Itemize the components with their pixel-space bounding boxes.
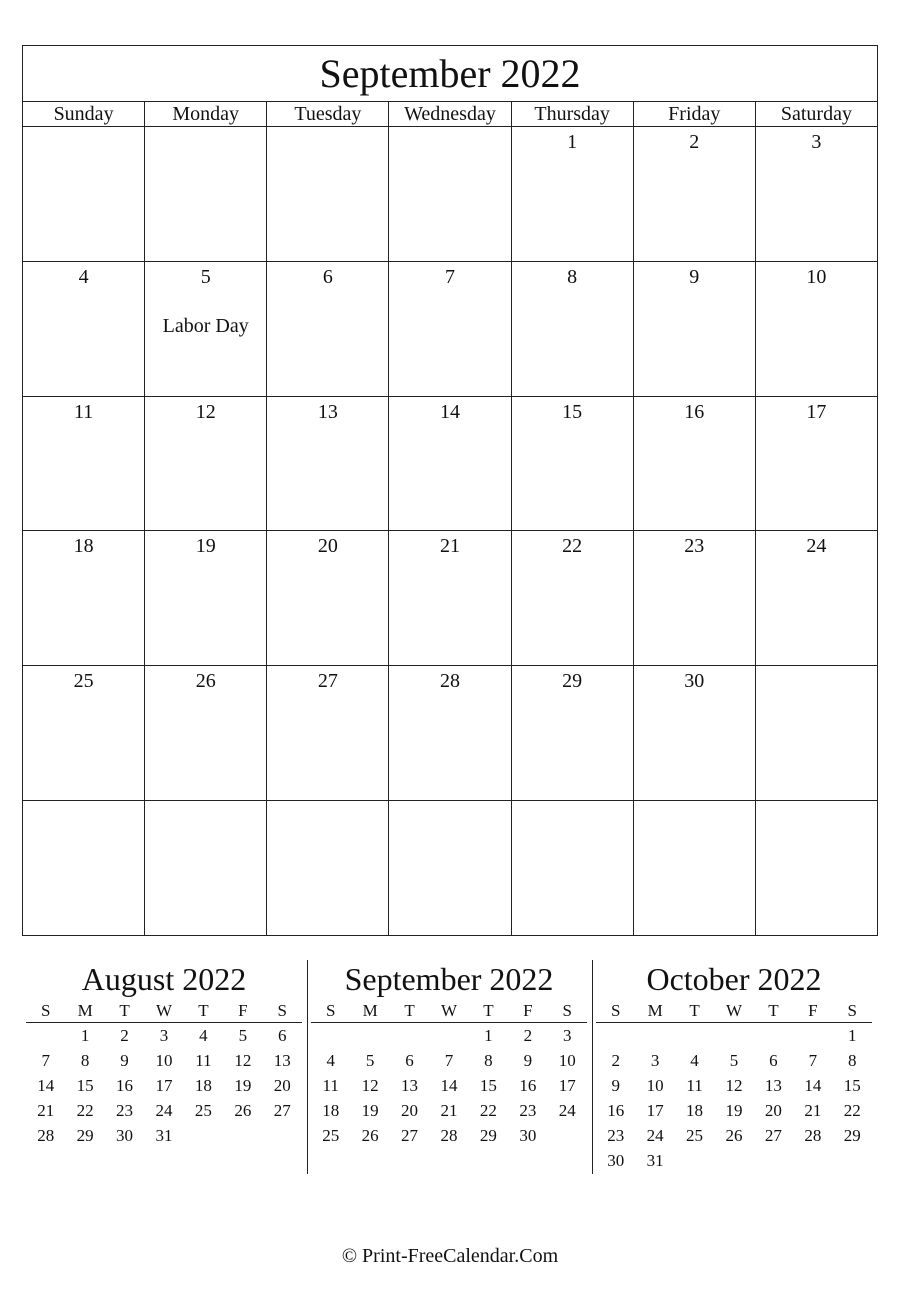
mini-day: 12 <box>234 1051 252 1070</box>
mini-day: 24 <box>646 1126 664 1145</box>
day-cell <box>756 262 877 396</box>
day-cell <box>756 531 877 665</box>
mini-day: 19 <box>725 1101 743 1120</box>
mini-week-row <box>311 1123 587 1148</box>
day-cell <box>389 666 511 800</box>
mini-day <box>548 1123 587 1148</box>
mini-weekday: T <box>768 1001 779 1020</box>
mini-week-row <box>311 1098 587 1123</box>
calendar-grid <box>23 127 877 935</box>
weekday-tuesday: Tuesday <box>267 102 389 126</box>
mini-day: 29 <box>76 1126 94 1145</box>
mini-weekday: T <box>483 1001 494 1020</box>
mini-day: 29 <box>479 1126 497 1145</box>
day-number: 25 <box>73 670 94 693</box>
week-row <box>23 531 877 666</box>
mini-day: 6 <box>769 1051 778 1070</box>
mini-weekday: F <box>238 1001 248 1020</box>
weekday-header <box>23 102 877 127</box>
day-cell <box>512 262 634 396</box>
day-cell <box>512 531 634 665</box>
mini-day: 21 <box>37 1101 55 1120</box>
mini-day: 15 <box>479 1076 497 1095</box>
day-number: 4 <box>78 265 89 288</box>
day-cell <box>756 666 877 800</box>
day-cell <box>389 531 511 665</box>
mini-day <box>429 1023 468 1048</box>
mini-calendar-october <box>596 958 872 1173</box>
weekday-saturday: Saturday <box>780 103 852 125</box>
mini-day: 31 <box>155 1126 173 1145</box>
mini-calendar-title: August 2022 <box>81 961 247 997</box>
mini-day: 26 <box>725 1126 743 1145</box>
mini-week-row <box>596 1023 872 1048</box>
mini-weekday: S <box>562 1001 572 1020</box>
day-number: 12 <box>195 400 216 423</box>
mini-day: 4 <box>690 1051 699 1070</box>
mini-day: 16 <box>116 1076 134 1095</box>
day-number: 11 <box>73 400 94 423</box>
mini-day: 19 <box>361 1101 379 1120</box>
mini-day: 29 <box>843 1126 861 1145</box>
mini-week-row <box>26 1048 302 1073</box>
day-number: 30 <box>684 670 705 693</box>
mini-day: 10 <box>646 1076 664 1095</box>
day-cell <box>512 801 634 935</box>
mini-day <box>793 1148 832 1173</box>
mini-day: 1 <box>484 1026 493 1045</box>
holiday-label: Labor Day <box>162 314 249 337</box>
day-cell <box>145 801 267 935</box>
mini-weekday: T <box>689 1001 700 1020</box>
mini-day: 27 <box>764 1126 782 1145</box>
mini-day: 15 <box>76 1076 94 1095</box>
day-cell <box>634 397 756 531</box>
day-number: 5 <box>200 265 211 288</box>
mini-day: 10 <box>558 1051 576 1070</box>
mini-day: 17 <box>646 1101 664 1120</box>
day-number: 29 <box>562 670 583 693</box>
mini-day: 13 <box>764 1076 782 1095</box>
mini-day <box>184 1123 223 1148</box>
mini-weekday: W <box>725 1001 742 1020</box>
week-row <box>23 801 877 935</box>
day-cell <box>23 801 145 935</box>
day-cell <box>145 397 267 531</box>
mini-calendar-title: September 2022 <box>344 961 554 997</box>
mini-day: 25 <box>194 1101 212 1120</box>
mini-day <box>350 1023 389 1048</box>
mini-day: 18 <box>194 1076 212 1095</box>
day-cell <box>23 666 145 800</box>
mini-day: 6 <box>277 1026 287 1045</box>
mini-day <box>26 1023 65 1048</box>
mini-day <box>754 1023 793 1048</box>
mini-day: 23 <box>116 1101 134 1120</box>
mini-weekday: M <box>647 1001 663 1020</box>
mini-day: 16 <box>607 1101 625 1120</box>
mini-week-row <box>596 1073 872 1098</box>
day-number: 6 <box>322 265 333 288</box>
mini-day: 14 <box>804 1076 822 1095</box>
day-cell <box>267 127 389 261</box>
day-cell <box>634 127 756 261</box>
day-cell <box>512 397 634 531</box>
day-cell <box>389 262 511 396</box>
mini-day: 17 <box>155 1076 173 1095</box>
mini-day: 5 <box>365 1051 375 1070</box>
mini-week-row <box>311 1023 587 1048</box>
mini-day: 11 <box>322 1076 339 1095</box>
day-number: 2 <box>689 131 700 153</box>
day-cell <box>389 801 511 935</box>
mini-day: 6 <box>405 1051 414 1070</box>
mini-calendar-title: October 2022 <box>646 961 822 997</box>
main-calendar-title: September 2022 <box>23 46 877 102</box>
day-number: 15 <box>562 400 583 423</box>
mini-day: 20 <box>273 1076 291 1095</box>
mini-day: 7 <box>808 1051 818 1070</box>
mini-day: 30 <box>607 1151 625 1170</box>
day-cell <box>756 801 877 935</box>
day-number: 13 <box>317 400 338 423</box>
mini-week-row <box>26 1123 302 1148</box>
day-number: 14 <box>439 400 460 423</box>
mini-weekday: M <box>77 1001 93 1020</box>
day-cell <box>267 397 389 531</box>
day-cell <box>267 531 389 665</box>
mini-separator <box>592 960 593 1174</box>
mini-day: 18 <box>686 1101 704 1120</box>
mini-week-row <box>596 1098 872 1123</box>
day-number: 26 <box>195 670 216 693</box>
mini-day: 27 <box>273 1101 291 1120</box>
mini-weekday: S <box>40 1001 51 1020</box>
mini-day: 30 <box>519 1126 537 1145</box>
week-row <box>23 262 877 397</box>
mini-day <box>754 1148 793 1173</box>
mini-day: 13 <box>273 1051 291 1070</box>
mini-weekday: T <box>119 1001 130 1020</box>
mini-calendars <box>0 958 900 1174</box>
day-number: 7 <box>444 265 455 288</box>
mini-day: 2 <box>611 1051 620 1070</box>
day-cell <box>389 397 511 531</box>
day-cell <box>145 127 267 261</box>
mini-day: 23 <box>607 1126 625 1145</box>
mini-day: 27 <box>401 1126 419 1145</box>
day-number: 10 <box>806 265 827 288</box>
mini-weekday: F <box>523 1001 533 1020</box>
mini-week-row <box>26 1073 302 1098</box>
mini-day: 17 <box>558 1076 576 1095</box>
mini-day: 4 <box>326 1051 335 1070</box>
mini-day: 20 <box>764 1101 782 1120</box>
day-cell <box>389 127 511 261</box>
mini-day: 20 <box>401 1101 419 1120</box>
day-cell <box>512 127 634 261</box>
day-number: 19 <box>195 535 216 558</box>
mini-day: 26 <box>361 1126 379 1145</box>
day-cell <box>756 397 877 531</box>
mini-day: 3 <box>650 1051 660 1070</box>
mini-weekday-header <box>26 1000 302 1023</box>
day-number: 18 <box>73 535 94 558</box>
day-cell <box>267 666 389 800</box>
mini-day: 22 <box>76 1101 94 1120</box>
mini-day: 1 <box>80 1026 90 1045</box>
mini-day <box>263 1123 302 1148</box>
mini-calendar-august <box>26 958 302 1148</box>
main-calendar <box>22 45 878 936</box>
mini-day: 14 <box>440 1076 458 1095</box>
day-number: 16 <box>684 400 705 423</box>
mini-day: 22 <box>479 1101 497 1120</box>
day-cell <box>634 531 756 665</box>
mini-day <box>675 1023 714 1048</box>
mini-week-row <box>26 1023 302 1048</box>
mini-weekday: S <box>610 1001 621 1020</box>
mini-day: 13 <box>401 1076 419 1095</box>
mini-day <box>635 1023 674 1048</box>
mini-day: 21 <box>440 1101 458 1120</box>
mini-day: 3 <box>159 1026 169 1045</box>
mini-day: 11 <box>195 1051 212 1070</box>
mini-day: 24 <box>558 1101 576 1120</box>
weekday-thursday: Thursday <box>512 102 634 126</box>
mini-calendar-september <box>311 958 587 1148</box>
mini-day: 9 <box>611 1076 620 1095</box>
mini-week-row <box>26 1098 302 1123</box>
mini-day: 15 <box>843 1076 861 1095</box>
mini-day: 19 <box>234 1076 252 1095</box>
day-number: 27 <box>317 670 338 693</box>
mini-day: 8 <box>80 1051 90 1070</box>
mini-day: 25 <box>686 1126 704 1145</box>
day-cell <box>267 262 389 396</box>
mini-day: 22 <box>843 1101 861 1120</box>
mini-week-row <box>596 1048 872 1073</box>
mini-weekday: T <box>404 1001 415 1020</box>
day-number: 3 <box>811 131 822 153</box>
weekday-friday: Friday <box>634 102 756 126</box>
day-cell <box>512 666 634 800</box>
weekday-wednesday: Wednesday <box>389 102 511 126</box>
day-number: 1 <box>567 131 578 153</box>
day-cell <box>634 801 756 935</box>
day-number: 8 <box>567 265 578 288</box>
mini-weekday: S <box>277 1001 287 1020</box>
mini-week-row <box>311 1048 587 1073</box>
mini-day: 23 <box>519 1101 537 1120</box>
day-cell <box>634 666 756 800</box>
mini-day: 7 <box>444 1051 454 1070</box>
day-number: 9 <box>689 265 700 288</box>
mini-weekday: F <box>808 1001 818 1020</box>
mini-week-row <box>596 1148 872 1173</box>
mini-day: 26 <box>234 1101 252 1120</box>
day-number: 21 <box>439 535 460 558</box>
day-cell <box>145 666 267 800</box>
mini-day: 18 <box>322 1101 340 1120</box>
week-row <box>23 666 877 801</box>
mini-day: 5 <box>238 1026 248 1045</box>
mini-weekday: M <box>362 1001 378 1020</box>
mini-day <box>596 1023 635 1048</box>
mini-day: 28 <box>37 1126 55 1145</box>
mini-weekday: W <box>440 1001 457 1020</box>
mini-week-row <box>311 1073 587 1098</box>
mini-day: 2 <box>120 1026 129 1045</box>
day-cell <box>634 262 756 396</box>
mini-day: 25 <box>322 1126 340 1145</box>
mini-day: 9 <box>523 1051 533 1070</box>
mini-day: 30 <box>116 1126 134 1145</box>
day-cell <box>145 531 267 665</box>
mini-day: 14 <box>37 1076 55 1095</box>
mini-day: 10 <box>155 1051 173 1070</box>
mini-day: 28 <box>804 1126 822 1145</box>
weekday-sunday: Sunday <box>23 102 145 126</box>
mini-day: 4 <box>199 1026 208 1045</box>
mini-day: 12 <box>361 1076 379 1095</box>
mini-day: 5 <box>729 1051 739 1070</box>
day-cell <box>145 262 267 396</box>
day-number: 17 <box>806 400 827 423</box>
day-cell <box>267 801 389 935</box>
weekday-monday: Monday <box>145 102 267 126</box>
mini-day <box>675 1148 714 1173</box>
day-number: 22 <box>562 535 583 558</box>
day-number: 23 <box>684 535 705 558</box>
day-number: 20 <box>317 535 338 558</box>
day-cell <box>23 531 145 665</box>
day-cell <box>23 127 145 261</box>
mini-day: 31 <box>646 1151 664 1170</box>
mini-day <box>833 1148 872 1173</box>
mini-day <box>793 1023 832 1048</box>
mini-day <box>714 1148 753 1173</box>
mini-day: 28 <box>440 1126 458 1145</box>
day-number: 24 <box>806 535 827 558</box>
mini-day: 24 <box>155 1101 173 1120</box>
day-cell <box>23 262 145 396</box>
mini-weekday-header <box>596 1000 872 1023</box>
mini-day: 3 <box>562 1026 572 1045</box>
mini-day: 11 <box>686 1076 703 1095</box>
day-cell <box>23 397 145 531</box>
mini-weekday: S <box>847 1001 857 1020</box>
mini-day: 1 <box>847 1026 857 1045</box>
mini-weekday: T <box>198 1001 209 1020</box>
footer-copyright: © Print-FreeCalendar.Com <box>341 1245 559 1267</box>
day-cell <box>756 127 877 261</box>
week-row <box>23 397 877 532</box>
mini-day: 16 <box>519 1076 537 1095</box>
mini-day: 7 <box>41 1051 50 1070</box>
mini-weekday: S <box>325 1001 336 1020</box>
mini-day: 21 <box>804 1101 822 1120</box>
mini-weekday: W <box>155 1001 172 1020</box>
mini-day <box>223 1123 262 1148</box>
mini-day: 12 <box>725 1076 743 1095</box>
mini-separator <box>307 960 308 1174</box>
mini-day <box>311 1023 350 1048</box>
mini-day <box>714 1023 753 1048</box>
day-number: 28 <box>439 670 460 693</box>
week-row <box>23 127 877 262</box>
mini-day: 8 <box>484 1051 493 1070</box>
mini-day: 8 <box>847 1051 857 1070</box>
mini-day: 9 <box>120 1051 129 1070</box>
mini-week-row <box>596 1123 872 1148</box>
mini-day <box>390 1023 429 1048</box>
mini-weekday-header <box>311 1000 587 1023</box>
mini-day: 2 <box>523 1026 533 1045</box>
